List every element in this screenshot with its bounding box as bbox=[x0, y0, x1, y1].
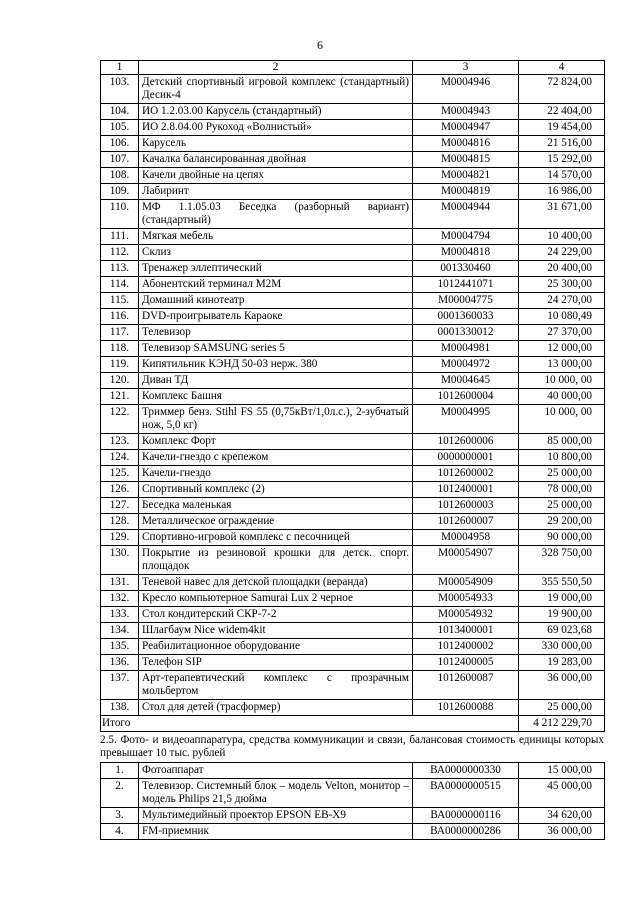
table-row bbox=[101, 405, 605, 434]
total-row bbox=[101, 716, 605, 732]
table-row bbox=[101, 498, 605, 514]
table-row bbox=[101, 184, 605, 200]
item-name: Стол для детей (трасформер) bbox=[139, 700, 413, 716]
table-row bbox=[101, 808, 605, 824]
row-number: 114. bbox=[101, 277, 139, 293]
item-value: 36 000,00 bbox=[519, 671, 605, 700]
inventory-code: M0004972 bbox=[413, 357, 519, 373]
table-row bbox=[101, 546, 605, 575]
item-name: Фотоаппарат bbox=[139, 763, 413, 779]
item-value: 355 550,50 bbox=[519, 575, 605, 591]
inventory-code: 1012441071 bbox=[413, 277, 519, 293]
table-row bbox=[101, 575, 605, 591]
table-row bbox=[101, 200, 605, 229]
header-cell: 2 bbox=[139, 61, 413, 75]
item-name: Телевизор SAMSUNG series 5 bbox=[139, 341, 413, 357]
item-name: Металлическое ограждение bbox=[139, 514, 413, 530]
inventory-code: ВА0000000116 bbox=[413, 808, 519, 824]
item-value: 10 000, 00 bbox=[519, 373, 605, 389]
table-row bbox=[101, 639, 605, 655]
item-name: FM-приемник bbox=[139, 824, 413, 840]
item-name: Комплекс Башня bbox=[139, 389, 413, 405]
item-value: 21 516,00 bbox=[519, 136, 605, 152]
row-number: 103. bbox=[101, 75, 139, 104]
item-value: 29 200,00 bbox=[519, 514, 605, 530]
item-value: 15 000,00 bbox=[519, 763, 605, 779]
table-row bbox=[101, 607, 605, 623]
row-number: 131. bbox=[101, 575, 139, 591]
inventory-code: M00004775 bbox=[413, 293, 519, 309]
table-row bbox=[101, 341, 605, 357]
item-value: 90 000,00 bbox=[519, 530, 605, 546]
row-number: 109. bbox=[101, 184, 139, 200]
item-name: Тренажер эллептический bbox=[139, 261, 413, 277]
row-number: 124. bbox=[101, 450, 139, 466]
row-number: 2. bbox=[101, 779, 139, 808]
item-value: 36 000,00 bbox=[519, 824, 605, 840]
item-name: Кресло компьютерное Samurai Lux 2 черное bbox=[139, 591, 413, 607]
item-value: 19 000,00 bbox=[519, 591, 605, 607]
inventory-code: 001330460 bbox=[413, 261, 519, 277]
item-name: Реабилитационное оборудование bbox=[139, 639, 413, 655]
header-cell: 1 bbox=[101, 61, 139, 75]
row-number: 133. bbox=[101, 607, 139, 623]
row-number: 122. bbox=[101, 405, 139, 434]
table-row bbox=[101, 450, 605, 466]
table-row bbox=[101, 591, 605, 607]
item-name: Лабиринт bbox=[139, 184, 413, 200]
row-number: 137. bbox=[101, 671, 139, 700]
inventory-code: M00054907 bbox=[413, 546, 519, 575]
inventory-code: M0004816 bbox=[413, 136, 519, 152]
row-number: 111. bbox=[101, 229, 139, 245]
item-value: 10 400,00 bbox=[519, 229, 605, 245]
table-header-row bbox=[101, 61, 605, 75]
table-row bbox=[101, 75, 605, 104]
item-name: Арт-терапевтический комплекс с прозрачным мольбертом bbox=[139, 671, 413, 700]
inventory-code: 1012400002 bbox=[413, 639, 519, 655]
item-name: МФ 1.1.05.03 Беседка (разборный вариант) (стандартный) bbox=[139, 200, 413, 229]
item-name: Беседка маленькая bbox=[139, 498, 413, 514]
inventory-code: 1012400001 bbox=[413, 482, 519, 498]
row-number: 135. bbox=[101, 639, 139, 655]
item-name: Качалка балансированная двойная bbox=[139, 152, 413, 168]
row-number: 3. bbox=[101, 808, 139, 824]
inventory-code: 1012600088 bbox=[413, 700, 519, 716]
inventory-code: M0004821 bbox=[413, 168, 519, 184]
inventory-code: M0004794 bbox=[413, 229, 519, 245]
item-value: 85 000,00 bbox=[519, 434, 605, 450]
inventory-code: M00054909 bbox=[413, 575, 519, 591]
inventory-code: 0000000001 bbox=[413, 450, 519, 466]
table-row bbox=[101, 763, 605, 779]
item-name: Диван ТД bbox=[139, 373, 413, 389]
item-name: ИО 2.8.04.00 Рукоход «Волнистый» bbox=[139, 120, 413, 136]
item-value: 25 000,00 bbox=[519, 498, 605, 514]
item-name: Абонентский терминал M2M bbox=[139, 277, 413, 293]
table-row bbox=[101, 229, 605, 245]
inventory-code: 1013400001 bbox=[413, 623, 519, 639]
inventory-code: ВА0000000286 bbox=[413, 824, 519, 840]
table-row bbox=[101, 671, 605, 700]
item-name: Мультимедийный проектор EPSON EB-X9 bbox=[139, 808, 413, 824]
item-value: 19 454,00 bbox=[519, 120, 605, 136]
inventory-code: 1012600002 bbox=[413, 466, 519, 482]
page-number: 6 bbox=[317, 38, 323, 52]
row-number: 108. bbox=[101, 168, 139, 184]
table-row bbox=[101, 530, 605, 546]
item-value: 15 292,00 bbox=[519, 152, 605, 168]
item-value: 19 283,00 bbox=[519, 655, 605, 671]
row-number: 113. bbox=[101, 261, 139, 277]
section-title: 2.5. Фото- и видеоаппаратура, средства коммуникации и связи, балансовая стоимость единицы которых превышает 10 тыс. рублей bbox=[100, 734, 604, 759]
item-name: Телефон SIP bbox=[139, 655, 413, 671]
row-number: 120. bbox=[101, 373, 139, 389]
item-value: 14 570,00 bbox=[519, 168, 605, 184]
table-row bbox=[101, 293, 605, 309]
item-name: Телевизор bbox=[139, 325, 413, 341]
table-row bbox=[101, 434, 605, 450]
inventory-code: M0004815 bbox=[413, 152, 519, 168]
item-value: 72 824,00 bbox=[519, 75, 605, 104]
item-name: Детский спортивный игровой комплекс (стандартный) Десик-4 bbox=[139, 75, 413, 104]
item-name: Телевизор. Системный блок – модель Velton, монитор – модель Philips 21,5 дюйма bbox=[139, 779, 413, 808]
item-name: Кипятильник КЭНД 50-03 нерж. 380 bbox=[139, 357, 413, 373]
row-number: 106. bbox=[101, 136, 139, 152]
item-value: 13 000,00 bbox=[519, 357, 605, 373]
item-value: 27 370,00 bbox=[519, 325, 605, 341]
table-row bbox=[101, 655, 605, 671]
header-cell: 3 bbox=[413, 61, 519, 75]
row-number: 112. bbox=[101, 245, 139, 261]
inventory-code: M0004958 bbox=[413, 530, 519, 546]
row-number: 125. bbox=[101, 466, 139, 482]
row-number: 134. bbox=[101, 623, 139, 639]
table-row bbox=[101, 136, 605, 152]
row-number: 110. bbox=[101, 200, 139, 229]
table-row bbox=[101, 104, 605, 120]
item-value: 25 300,00 bbox=[519, 277, 605, 293]
inventory-code: ВА0000000515 bbox=[413, 779, 519, 808]
item-name: Спортивно-игровой комплекс с песочницей bbox=[139, 530, 413, 546]
item-name: Склиз bbox=[139, 245, 413, 261]
inventory-code: 1012600006 bbox=[413, 434, 519, 450]
item-value: 40 000,00 bbox=[519, 389, 605, 405]
table-row bbox=[101, 168, 605, 184]
row-number: 117. bbox=[101, 325, 139, 341]
row-number: 127. bbox=[101, 498, 139, 514]
row-number: 130. bbox=[101, 546, 139, 575]
row-number: 132. bbox=[101, 591, 139, 607]
item-value: 16 986,00 bbox=[519, 184, 605, 200]
row-number: 119. bbox=[101, 357, 139, 373]
item-name: ИО 1.2.03.00 Карусель (стандартный) bbox=[139, 104, 413, 120]
inventory-code: 1012400005 bbox=[413, 655, 519, 671]
inventory-code: 0001330012 bbox=[413, 325, 519, 341]
item-value: 31 671,00 bbox=[519, 200, 605, 229]
row-number: 128. bbox=[101, 514, 139, 530]
item-name: Спортивный комплекс (2) bbox=[139, 482, 413, 498]
table-row bbox=[101, 700, 605, 716]
inventory-code: M0004943 bbox=[413, 104, 519, 120]
table-row bbox=[101, 389, 605, 405]
inventory-code: ВА0000000330 bbox=[413, 763, 519, 779]
table-row bbox=[101, 152, 605, 168]
item-name: Домашний кинотеатр bbox=[139, 293, 413, 309]
row-number: 4. bbox=[101, 824, 139, 840]
row-number: 138. bbox=[101, 700, 139, 716]
table-row bbox=[101, 357, 605, 373]
equipment-table bbox=[100, 762, 605, 840]
table-row bbox=[101, 277, 605, 293]
item-value: 69 023,68 bbox=[519, 623, 605, 639]
table-row bbox=[101, 623, 605, 639]
row-number: 123. bbox=[101, 434, 139, 450]
item-value: 45 000,00 bbox=[519, 779, 605, 808]
item-name: Качели двойные на цепях bbox=[139, 168, 413, 184]
row-number: 118. bbox=[101, 341, 139, 357]
item-name: DVD-проигрыватель Караоке bbox=[139, 309, 413, 325]
item-name: Покрытие из резиновой крошки для детск. спорт. площадок bbox=[139, 546, 413, 575]
inventory-code: 1012600004 bbox=[413, 389, 519, 405]
item-value: 330 000,00 bbox=[519, 639, 605, 655]
inventory-code: 1012600007 bbox=[413, 514, 519, 530]
inventory-code: M0004995 bbox=[413, 405, 519, 434]
row-number: 116. bbox=[101, 309, 139, 325]
total-value: 4 212 229,70 bbox=[519, 716, 605, 732]
inventory-code: M00054933 bbox=[413, 591, 519, 607]
document-body bbox=[100, 60, 604, 840]
inventory-code: 1012600003 bbox=[413, 498, 519, 514]
item-value: 10 080,49 bbox=[519, 309, 605, 325]
inventory-code: M0004645 bbox=[413, 373, 519, 389]
item-name: Качели-гнездо bbox=[139, 466, 413, 482]
row-number: 126. bbox=[101, 482, 139, 498]
row-number: 136. bbox=[101, 655, 139, 671]
inventory-code: 0001360033 bbox=[413, 309, 519, 325]
item-name: Комплекс Форт bbox=[139, 434, 413, 450]
item-value: 78 000,00 bbox=[519, 482, 605, 498]
table-row bbox=[101, 325, 605, 341]
item-name: Мягкая мебель bbox=[139, 229, 413, 245]
table-row bbox=[101, 120, 605, 136]
item-name: Теневой навес для детской площадки (веранда) bbox=[139, 575, 413, 591]
inventory-code: M0004818 bbox=[413, 245, 519, 261]
item-value: 22 404,00 bbox=[519, 104, 605, 120]
item-value: 24 270,00 bbox=[519, 293, 605, 309]
total-label: Итого bbox=[101, 716, 519, 732]
item-value: 34 620,00 bbox=[519, 808, 605, 824]
table-row bbox=[101, 309, 605, 325]
item-name: Карусель bbox=[139, 136, 413, 152]
inventory-code: M0004819 bbox=[413, 184, 519, 200]
row-number: 121. bbox=[101, 389, 139, 405]
item-name: Качели-гнездо с крепежом bbox=[139, 450, 413, 466]
item-value: 10 800,00 bbox=[519, 450, 605, 466]
item-value: 328 750,00 bbox=[519, 546, 605, 575]
inventory-code: M0004947 bbox=[413, 120, 519, 136]
item-value: 24 229,00 bbox=[519, 245, 605, 261]
table-row bbox=[101, 779, 605, 808]
row-number: 115. bbox=[101, 293, 139, 309]
table-row bbox=[101, 261, 605, 277]
table-row bbox=[101, 466, 605, 482]
inventory-code: M0004946 bbox=[413, 75, 519, 104]
row-number: 104. bbox=[101, 104, 139, 120]
table-row bbox=[101, 373, 605, 389]
item-name: Триммер бенз. Stihl FS 55 (0,75кВт/1,0л.с.), 2-зубчатый нож, 5,0 кг) bbox=[139, 405, 413, 434]
table-row bbox=[101, 245, 605, 261]
inventory-table bbox=[100, 60, 605, 732]
table-row bbox=[101, 482, 605, 498]
item-value: 25 000,00 bbox=[519, 466, 605, 482]
header-cell: 4 bbox=[519, 61, 605, 75]
item-name: Стол кондитерский СКР-7-2 bbox=[139, 607, 413, 623]
row-number: 1. bbox=[101, 763, 139, 779]
inventory-code: M00054932 bbox=[413, 607, 519, 623]
inventory-code: M0004944 bbox=[413, 200, 519, 229]
item-value: 19 900,00 bbox=[519, 607, 605, 623]
inventory-code: 1012600087 bbox=[413, 671, 519, 700]
table-row bbox=[101, 824, 605, 840]
item-name: Шлагбаум Nice widem4kit bbox=[139, 623, 413, 639]
item-value: 25 000,00 bbox=[519, 700, 605, 716]
item-value: 20 400,00 bbox=[519, 261, 605, 277]
row-number: 107. bbox=[101, 152, 139, 168]
item-value: 10 000, 00 bbox=[519, 405, 605, 434]
item-value: 12 000,00 bbox=[519, 341, 605, 357]
table-row bbox=[101, 514, 605, 530]
inventory-code: M0004981 bbox=[413, 341, 519, 357]
row-number: 129. bbox=[101, 530, 139, 546]
row-number: 105. bbox=[101, 120, 139, 136]
